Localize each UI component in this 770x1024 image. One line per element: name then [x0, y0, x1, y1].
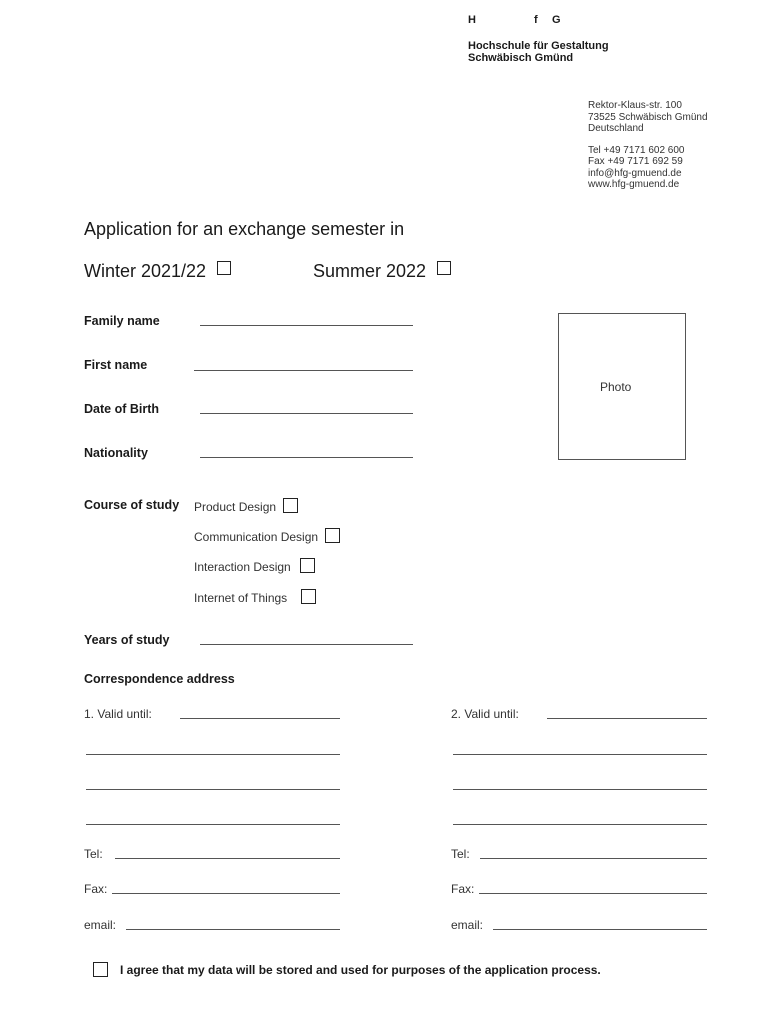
address1-tel-label: Tel:	[84, 847, 103, 861]
address2-valid-label: 2. Valid until:	[451, 707, 519, 721]
institution-line-1: Hochschule für Gestaltung	[468, 40, 609, 52]
semester-winter-label: Winter 2021/22	[84, 261, 207, 281]
course-option-label: Product Design	[194, 500, 277, 514]
first-name-label: First name	[84, 358, 148, 372]
institution-line-2: Schwäbisch Gmünd	[468, 52, 574, 64]
institution-name	[468, 40, 609, 64]
address-street: Rektor-Klaus-str. 100	[588, 100, 682, 111]
address1-email-label: email:	[84, 918, 117, 932]
course-option-product-design	[194, 498, 298, 514]
address2-line-1[interactable]	[453, 754, 707, 755]
address2-valid-field[interactable]	[547, 718, 707, 719]
address1-fax-label: Fax:	[84, 882, 108, 896]
address2-tel-field[interactable]	[480, 858, 707, 859]
course-option-communication-design	[194, 528, 340, 544]
address2-line-3[interactable]	[453, 824, 707, 825]
logo-letter-f: f	[534, 14, 538, 26]
agree-text: I agree that my data will be stored and used for purposes of the application process.	[120, 963, 601, 977]
address1-fax-field[interactable]	[112, 893, 340, 894]
dob-label: Date of Birth	[84, 402, 159, 416]
winter-checkbox[interactable]	[217, 261, 231, 275]
correspondence-label: Correspondence address	[84, 672, 235, 686]
address2-email-label: email:	[451, 918, 484, 932]
course-option-internet-of-things	[194, 589, 316, 605]
address2-email-field[interactable]	[493, 929, 707, 930]
semester-summer-label: Summer 2022	[313, 261, 427, 281]
address2-line-2[interactable]	[453, 789, 707, 790]
course-label: Course of study	[84, 498, 180, 512]
family-name-label: Family name	[84, 314, 160, 328]
summer-checkbox[interactable]	[437, 261, 451, 275]
address1-line-1[interactable]	[86, 754, 340, 755]
address1-valid-label: 1. Valid until:	[84, 707, 152, 721]
address1-tel-field[interactable]	[115, 858, 340, 859]
semester-winter	[84, 261, 231, 282]
nationality-field[interactable]	[200, 457, 413, 458]
course-option-label: Internet of Things	[194, 591, 288, 605]
address1-line-2[interactable]	[86, 789, 340, 790]
contact-fax: Fax +49 7171 692 59	[588, 156, 683, 167]
address-city: 73525 Schwäbisch Gmünd	[588, 111, 708, 123]
address2-fax-field[interactable]	[479, 893, 707, 894]
years-field[interactable]	[200, 644, 413, 645]
contact-website: www.hfg-gmuend.de	[588, 179, 680, 190]
institution-address	[588, 100, 708, 191]
photo-label: Photo	[600, 380, 632, 394]
agree-checkbox[interactable]	[93, 962, 108, 977]
years-label: Years of study	[84, 633, 170, 647]
first-name-field[interactable]	[194, 370, 413, 371]
product-design-checkbox[interactable]	[283, 498, 298, 513]
communication-design-checkbox[interactable]	[325, 528, 340, 543]
course-option-interaction-design	[194, 558, 315, 574]
address-country: Deutschland	[588, 123, 644, 134]
form-title: Application for an exchange semester in	[84, 219, 405, 239]
address2-tel-label: Tel:	[451, 847, 470, 861]
address2-fax-label: Fax:	[451, 882, 475, 896]
logo-letter-h: H	[468, 14, 476, 26]
course-option-label: Interaction Design	[194, 560, 291, 574]
family-name-field[interactable]	[200, 325, 413, 326]
internet-of-things-checkbox[interactable]	[301, 589, 316, 604]
nationality-label: Nationality	[84, 446, 148, 460]
dob-field[interactable]	[200, 413, 413, 414]
address1-valid-field[interactable]	[180, 718, 340, 719]
semester-summer	[313, 261, 451, 282]
contact-email: info@hfg-gmuend.de	[588, 167, 682, 179]
course-option-label: Communication Design	[194, 530, 319, 544]
contact-tel: Tel +49 7171 602 600	[588, 144, 685, 156]
address1-line-3[interactable]	[86, 824, 340, 825]
address1-email-field[interactable]	[126, 929, 340, 930]
logo-letter-g: G	[552, 14, 561, 26]
interaction-design-checkbox[interactable]	[300, 558, 315, 573]
